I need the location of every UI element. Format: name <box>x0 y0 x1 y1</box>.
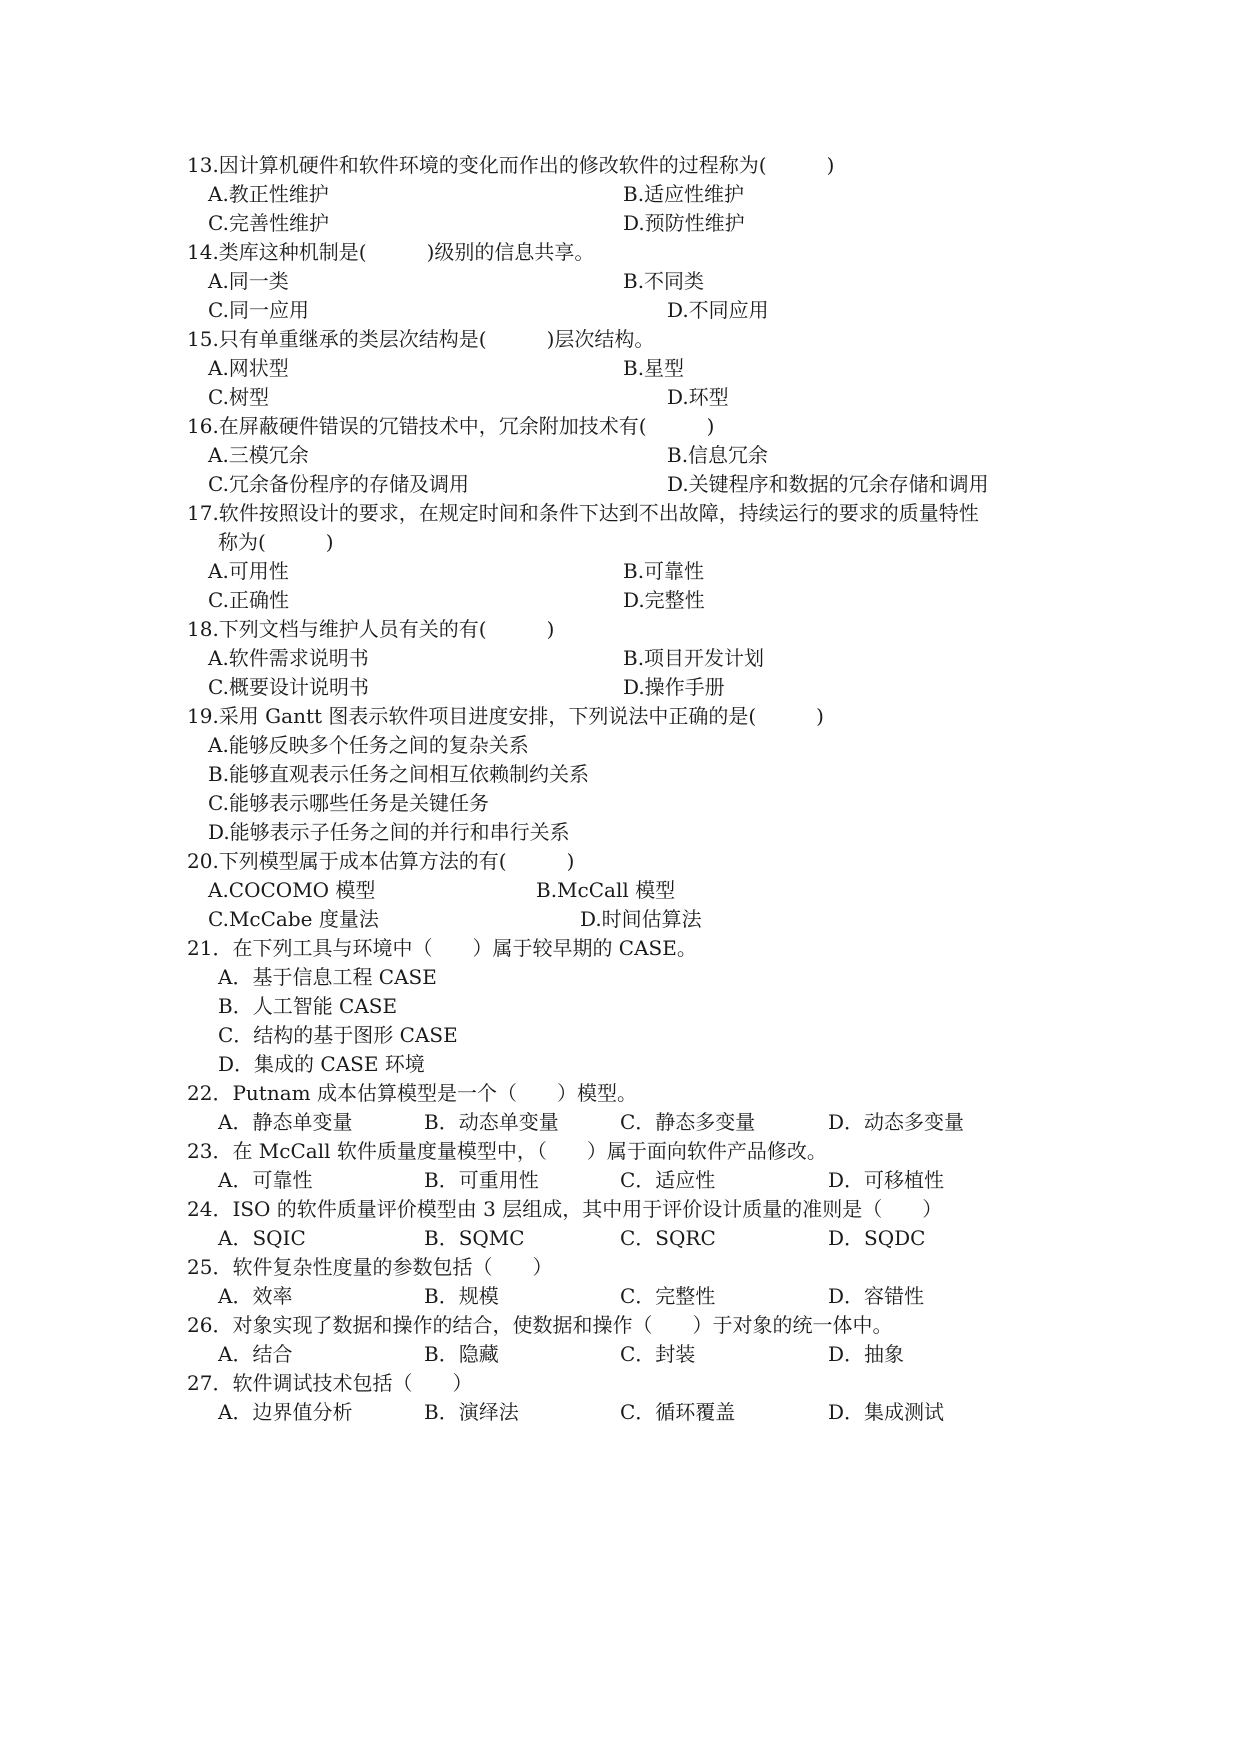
question-20: 20.下列模型属于成本估算方法的有( ) <box>187 849 575 873</box>
option-13-a: A.教正性维护 <box>208 182 329 206</box>
option-24-c: C．SQRC <box>620 1226 716 1250</box>
option-14-a: A.同一类 <box>208 269 289 293</box>
option-20-c: C.McCabe 度量法 <box>208 907 379 931</box>
option-20-a: A.COCOMO 模型 <box>208 878 376 902</box>
question-24: 24．ISO 的软件质量评价模型由 3 层组成，其中用于评价设计质量的准则是（ ） <box>187 1197 943 1221</box>
option-26-a: A．结合 <box>218 1342 293 1366</box>
option-15-b: B.星型 <box>623 356 685 380</box>
option-21-c: C．结构的基于图形 CASE <box>218 1023 458 1047</box>
question-16: 16.在屏蔽硬件错误的冗错技术中，冗余附加技术有( ) <box>187 414 715 438</box>
option-14-d: D.不同应用 <box>667 298 769 322</box>
option-26-c: C．封装 <box>620 1342 696 1366</box>
option-18-c: C.概要设计说明书 <box>208 675 369 699</box>
option-17-d: D.完整性 <box>623 588 705 612</box>
question-27: 27．软件调试技术包括（ ） <box>187 1371 473 1395</box>
option-25-d: D．容错性 <box>828 1284 925 1308</box>
question-13: 13.因计算机硬件和软件环境的变化而作出的修改软件的过程称为( ) <box>187 153 835 177</box>
option-22-b: B．动态单变量 <box>424 1110 559 1134</box>
option-21-b: B．人工智能 CASE <box>218 994 398 1018</box>
option-20-d: D.时间估算法 <box>580 907 702 931</box>
question-19: 19.采用 Gantt 图表示软件项目进度安排，下列说法中正确的是( ) <box>187 704 824 728</box>
option-23-b: B．可重用性 <box>424 1168 539 1192</box>
option-26-b: B．隐藏 <box>424 1342 499 1366</box>
option-16-a: A.三模冗余 <box>208 443 309 467</box>
option-23-c: C．适应性 <box>620 1168 716 1192</box>
option-26-d: D．抽象 <box>828 1342 905 1366</box>
option-19-d: D.能够表示子任务之间的并行和串行关系 <box>208 820 570 844</box>
option-22-c: C．静态多变量 <box>620 1110 756 1134</box>
question-23: 23．在 McCall 软件质量度量模型中，（ ）属于面向软件产品修改。 <box>187 1139 827 1163</box>
question-21: 21．在下列工具与环境中（ ）属于较早期的 CASE。 <box>187 936 697 960</box>
option-22-d: D．动态多变量 <box>828 1110 965 1134</box>
option-19-a: A.能够反映多个任务之间的复杂关系 <box>208 733 529 757</box>
option-22-a: A．静态单变量 <box>218 1110 353 1134</box>
option-15-a: A.网状型 <box>208 356 289 380</box>
option-18-b: B.项目开发计划 <box>623 646 765 670</box>
option-15-c: C.树型 <box>208 385 269 409</box>
question-25: 25．软件复杂性度量的参数包括（ ） <box>187 1255 553 1279</box>
option-23-d: D．可移植性 <box>828 1168 945 1192</box>
question-14: 14.类库这种机制是( )级别的信息共享。 <box>187 240 595 264</box>
option-19-b: B.能够直观表示任务之间相互依赖制约关系 <box>208 762 590 786</box>
option-13-c: C.完善性维护 <box>208 211 329 235</box>
option-17-b: B.可靠性 <box>623 559 705 583</box>
option-27-a: A．边界值分析 <box>218 1400 353 1424</box>
option-16-d: D.关键程序和数据的冗余存储和调用 <box>667 472 989 496</box>
option-13-b: B.适应性维护 <box>623 182 745 206</box>
question-26: 26．对象实现了数据和操作的结合，使数据和操作（ ）于对象的统一体中。 <box>187 1313 893 1337</box>
option-27-d: D．集成测试 <box>828 1400 945 1424</box>
question-15: 15.只有单重继承的类层次结构是( )层次结构。 <box>187 327 655 351</box>
option-21-a: A．基于信息工程 CASE <box>218 965 437 989</box>
option-18-a: A.软件需求说明书 <box>208 646 369 670</box>
option-20-b: B.McCall 模型 <box>536 878 676 902</box>
option-25-a: A．效率 <box>218 1284 293 1308</box>
option-16-c: C.冗余备份程序的存储及调用 <box>208 472 469 496</box>
option-25-b: B．规模 <box>424 1284 499 1308</box>
option-15-d: D.环型 <box>667 385 729 409</box>
option-24-d: D．SQDC <box>828 1226 926 1250</box>
option-18-d: D.操作手册 <box>623 675 725 699</box>
option-21-d: D．集成的 CASE 环境 <box>218 1052 425 1076</box>
option-23-a: A．可靠性 <box>218 1168 313 1192</box>
option-17-c: C.正确性 <box>208 588 289 612</box>
option-19-c: C.能够表示哪些任务是关键任务 <box>208 791 489 815</box>
option-27-b: B．演绎法 <box>424 1400 519 1424</box>
question-18: 18.下列文档与维护人员有关的有( ) <box>187 617 555 641</box>
option-14-b: B.不同类 <box>623 269 705 293</box>
option-16-b: B.信息冗余 <box>667 443 769 467</box>
question-17: 17.软件按照设计的要求，在规定时间和条件下达到不出故障，持续运行的要求的质量特性 <box>187 501 979 525</box>
option-13-d: D.预防性维护 <box>623 211 745 235</box>
option-27-c: C．循环覆盖 <box>620 1400 736 1424</box>
question-22: 22．Putnam 成本估算模型是一个（ ）模型。 <box>187 1081 637 1105</box>
option-17-a: A.可用性 <box>208 559 289 583</box>
option-24-b: B．SQMC <box>424 1226 525 1250</box>
option-14-c: C.同一应用 <box>208 298 309 322</box>
option-24-a: A．SQIC <box>218 1226 306 1250</box>
question-17-continuation: 称为( ) <box>218 530 334 554</box>
option-25-c: C．完整性 <box>620 1284 716 1308</box>
